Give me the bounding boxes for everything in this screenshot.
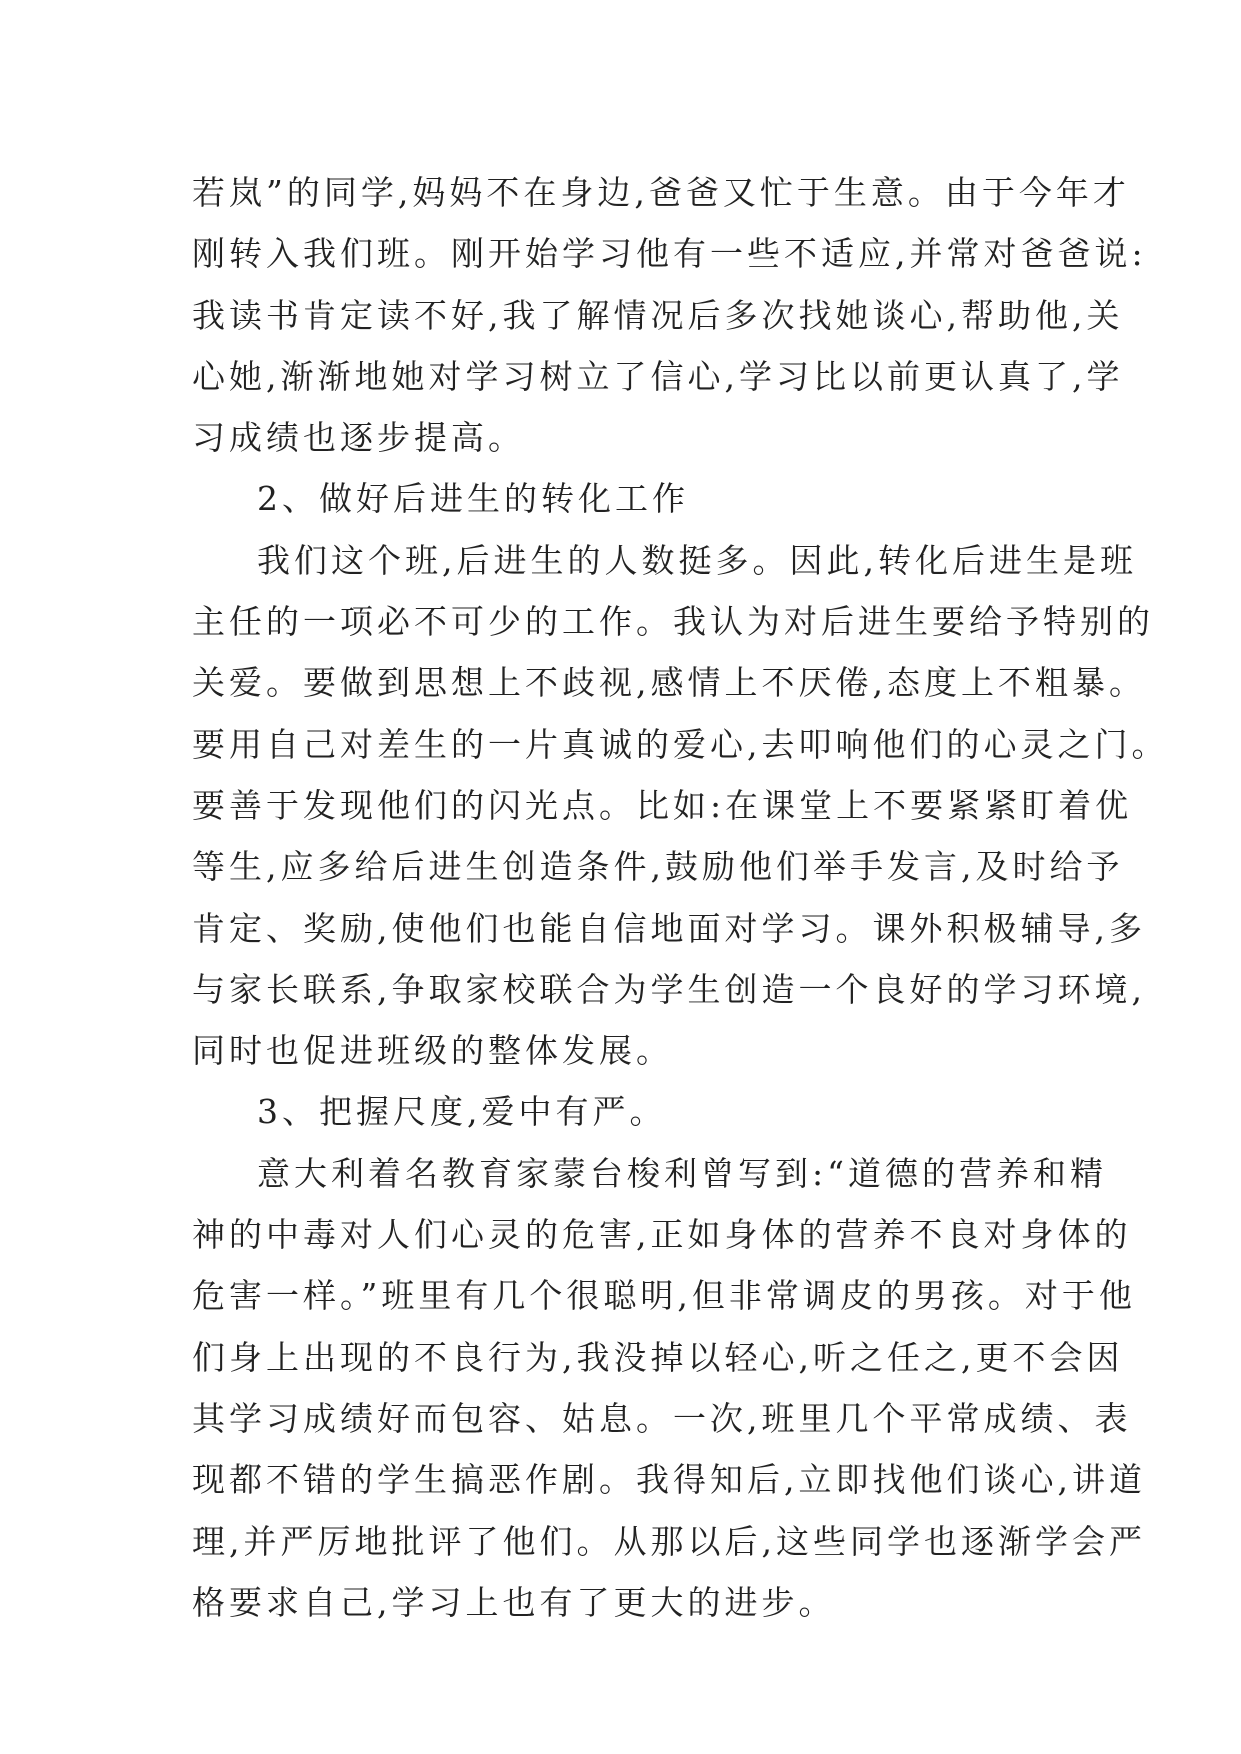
text-line: 要用自己对差生的一片真诚的爱心,去叩响他们的心灵之门。 [192,724,1169,764]
text-line: 习成绩也逐步提高。 [192,418,525,458]
text-line: 肯定、奖励,使他们也能自信地面对学习。课外积极辅导,多 [192,908,1146,948]
text-line: 格要求自己,学习上也有了更大的进步。 [192,1582,836,1622]
text-line: 我读书肯定读不好,我了解情况后多次找她谈心,帮助他,关 [192,295,1124,335]
text-line: 要善于发现他们的闪光点。比如:在课堂上不要紧紧盯着优 [192,785,1133,825]
text-line: 理,并严厉地批评了他们。从那以后,这些同学也逐渐学会严 [192,1521,1146,1561]
text-line: 们身上出现的不良行为,我没掉以轻心,听之任之,更不会因 [192,1337,1124,1377]
text-line: 危害一样。”班里有几个很聪明,但非常调皮的男孩。对于他 [192,1276,1136,1316]
text-line: 主任的一项必不可少的工作。我认为对后进生要给予特别的 [192,602,1154,642]
text-line: 刚转入我们班。刚开始学习他有一些不适应,并常对爸爸说: [192,234,1147,274]
text-line: 3、把握尺度,爱中有严。 [257,1092,667,1132]
text-line: 等生,应多给后进生创造条件,鼓励他们举手发言,及时给予 [192,847,1124,887]
text-line: 我们这个班,后进生的人数挺多。因此,转化后进生是班 [257,540,1137,580]
text-line: 同时也促进班级的整体发展。 [192,1031,673,1071]
text-line: 神的中毒对人们心灵的危害,正如身体的营养不良对身体的 [192,1215,1132,1255]
document-body [192,162,1169,1633]
text-line: 若岚”的同学,妈妈不在身边,爸爸又忙于生意。由于今年才 [192,173,1130,212]
text-line: 心她,渐渐地她对学习树立了信心,学习比以前更认真了,学 [192,356,1124,396]
text-line: 2、做好后进生的转化工作 [257,479,689,519]
text-line: 关爱。要做到思想上不歧视,感情上不厌倦,态度上不粗暴。 [192,663,1146,703]
text-line: 其学习成绩好而包容、姑息。一次,班里几个平常成绩、表 [192,1398,1132,1438]
text-line: 现都不错的学生搞恶作剧。我得知后,立即找他们谈心,讲道 [192,1460,1146,1500]
text-line: 与家长联系,争取家校联合为学生创造一个良好的学习环境, [192,969,1146,1009]
text-line: 意大利着名教育家蒙台梭利曾写到:“道德的营养和精 [257,1153,1107,1193]
